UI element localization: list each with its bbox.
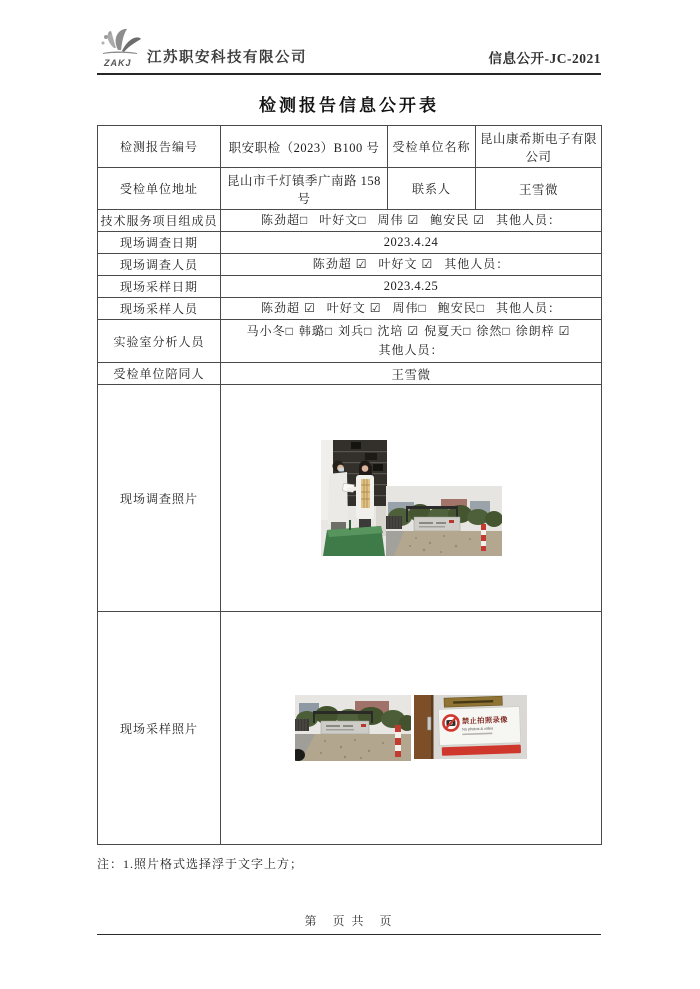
table-row-sampling-date <box>98 276 602 298</box>
sampling-date-value: 2023.4.25 <box>221 276 602 298</box>
table-row-sampling-staff <box>98 298 602 320</box>
no-photo-sign-text-cn: 禁止拍照录像 <box>461 714 509 726</box>
sampling-staff-label: 现场采样人员 <box>98 298 221 320</box>
team-members-cell <box>221 210 602 232</box>
survey-photo-gate <box>386 486 502 556</box>
contact-label: 联系人 <box>388 168 476 210</box>
sampling-photos-label: 现场采样照片 <box>98 612 221 845</box>
lab-staff-list <box>247 324 576 338</box>
unit-address-label: 受检单位地址 <box>98 168 221 210</box>
sampling-staff-cell <box>221 298 602 320</box>
survey-staff-label: 现场调查人员 <box>98 254 221 276</box>
staff-checkbox-item: 周伟□ <box>392 301 427 315</box>
survey-photos-cell <box>221 385 602 612</box>
lab-staff-label: 实验室分析人员 <box>98 320 221 363</box>
staff-checkbox-item: 叶好文□ <box>319 213 367 227</box>
header-left <box>97 26 307 70</box>
staff-checkbox-item: 叶好文 ☑ <box>326 301 382 315</box>
logo-text: ZAKJ <box>104 58 132 68</box>
table-row-team <box>98 210 602 232</box>
report-no-label: 检测报告编号 <box>98 126 221 168</box>
staff-checkbox-item: 鲍安民 ☑ <box>430 213 485 227</box>
staff-checkbox-item: 韩璐□ <box>298 324 334 338</box>
sampling-staff-list <box>261 301 496 315</box>
unit-name-label: 受检单位名称 <box>388 126 476 168</box>
survey-staff-cell <box>221 254 602 276</box>
staff-checkbox-item: 沈培 ☑ <box>377 324 420 338</box>
staff-checkbox-item: 刘兵□ <box>338 324 373 338</box>
table-row-report-no <box>98 126 602 168</box>
staff-checkbox-item: 周伟 ☑ <box>377 213 420 227</box>
staff-checkbox-item: 陈劲超 ☑ <box>260 301 316 315</box>
escort-value: 王雪微 <box>221 363 602 385</box>
staff-checkbox-item: 鲍安民□ <box>437 301 485 315</box>
staff-checkbox-item: 徐然□ <box>476 324 511 338</box>
table-row-address <box>98 168 602 210</box>
survey-date-label: 现场调查日期 <box>98 232 221 254</box>
table-row-survey-staff <box>98 254 602 276</box>
survey-photo-indoor <box>321 440 387 556</box>
sampling-photos-group <box>295 695 527 761</box>
sampling-photo-gate <box>295 695 411 761</box>
table-row-survey-date <box>98 232 602 254</box>
header-rule <box>97 73 601 75</box>
sampling-date-label: 现场采样日期 <box>98 276 221 298</box>
staff-checkbox-item: 徐朗梓 ☑ <box>515 324 571 338</box>
sampling-others-label: 其他人员： <box>496 301 562 315</box>
no-photo-sign-text-en: No photos & video <box>462 726 494 732</box>
survey-others-label: 其他人员： <box>444 257 510 271</box>
team-member-list <box>261 213 496 227</box>
page-title: 检测报告信息公开表 <box>259 96 439 115</box>
staff-checkbox-item: 马小冬□ <box>246 324 294 338</box>
company-name: 江苏职安科技有限公司 <box>147 50 307 66</box>
lab-others-label: 其他人员： <box>378 343 444 357</box>
doc-code: 信息公开-JC-2021 <box>488 51 601 66</box>
unit-name-value: 昆山康希斯电子有限公司 <box>476 126 602 168</box>
lab-staff-cell <box>221 320 602 363</box>
staff-checkbox-item: 叶好文 ☑ <box>378 257 434 271</box>
table-row-survey-photos <box>98 385 602 612</box>
page-content <box>97 0 601 872</box>
company-logo-icon <box>97 26 145 70</box>
survey-staff-list <box>313 257 445 271</box>
survey-photos-label: 现场调查照片 <box>98 385 221 612</box>
team-others-label: 其他人员： <box>496 213 562 227</box>
staff-checkbox-item: 陈劲超 ☑ <box>312 257 368 271</box>
page-number-text: 第 页 共 页 <box>304 914 394 928</box>
staff-checkbox-item: 陈劲超□ <box>260 213 309 227</box>
survey-date-value: 2023.4.24 <box>221 232 602 254</box>
page-footer <box>97 912 601 935</box>
table-row-sampling-photos <box>98 612 602 845</box>
team-label: 技术服务项目组成员 <box>98 210 221 232</box>
escort-label: 受检单位陪同人 <box>98 363 221 385</box>
staff-checkbox-item: 倪夏天□ <box>424 324 472 338</box>
report-info-table <box>97 125 602 845</box>
table-row-lab-staff <box>98 320 602 363</box>
page-header <box>97 26 601 70</box>
contact-value: 王雪微 <box>476 168 602 210</box>
sampling-photos-cell <box>221 612 602 845</box>
report-no-value: 职安职检（2023）B100 号 <box>221 126 388 168</box>
table-row-escort <box>98 363 602 385</box>
unit-address-value: 昆山市千灯镇季广南路 158 号 <box>221 168 388 210</box>
footnote: 注：1.照片格式选择浮于文字上方； <box>97 857 304 871</box>
survey-photos-group <box>321 440 502 556</box>
sampling-photo-no-photo-sign <box>414 695 527 759</box>
footer-rule <box>97 934 601 935</box>
